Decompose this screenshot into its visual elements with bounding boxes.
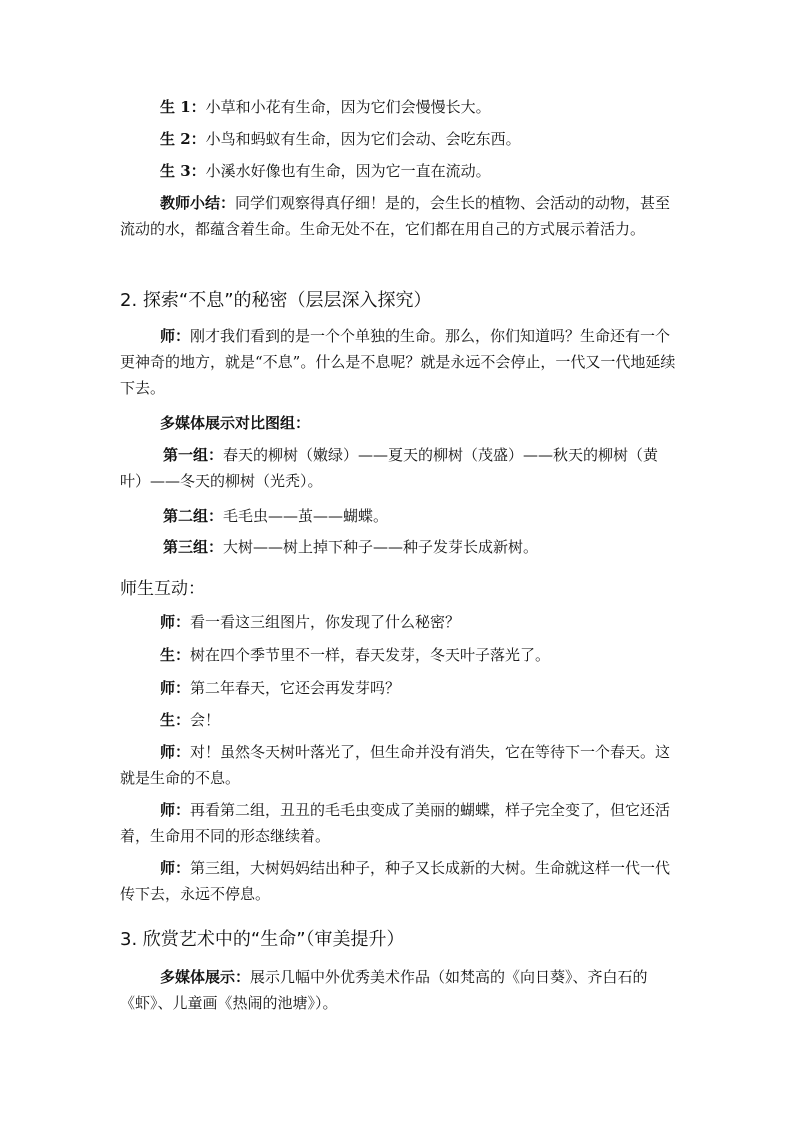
group-3 (120, 534, 680, 560)
line-text: 第三组，大树妈妈结出种子，种子又长成新的大树。生命就这样一代一代传下去，永远不停息。 (120, 859, 671, 903)
line-text: 再看第二组，丑丑的毛毛虫变成了美丽的蝴蝶，样子完全变了，但它还活着，生命用不同的形态继续着。 (120, 801, 671, 845)
media-label: 多媒体展示对比图组： (160, 414, 311, 432)
line-text: 对！虽然冬天树叶落光了，但生命并没有消失，它在等待下一个春天。这就是生命的不息。 (120, 743, 671, 787)
speaker-label: 生： (160, 711, 191, 729)
teacher-summary (120, 190, 680, 242)
dialogue-line (120, 797, 680, 849)
speaker-label: 师： (160, 859, 191, 877)
speaker-label: 师： (160, 801, 191, 819)
group-label: 第二组： (163, 507, 224, 525)
student-1-line (120, 94, 680, 120)
speaker-label: 生 2： (160, 130, 206, 148)
dialogue-line (120, 642, 680, 668)
speaker-label: 生： (160, 646, 191, 664)
student-3-line (120, 158, 680, 184)
line-text: 小溪水好像也有生命，因为它一直在流动。 (205, 162, 491, 180)
media-text: 展示几幅中外优秀美术作品（如梵高的《向日葵》、齐白石的《虾》、儿童画《热闹的池塘》）。 (120, 968, 648, 1012)
group-2 (120, 503, 680, 529)
speaker-label: 师： (160, 613, 191, 631)
summary-label: 教师小结： (160, 194, 236, 212)
interaction-heading: 师生互动： (120, 579, 205, 599)
dialogue-line (120, 609, 680, 635)
speaker-label: 师： (160, 679, 191, 697)
line-text: 看一看这三组图片，你发现了什么秘密？ (190, 613, 461, 631)
line-text: 刚才我们看到的是一个个单独的生命。那么，你们知道吗？生命还有一个更神奇的地方，就是“不息”。什么是不息呢？就是永远不会停止，一代又一代地延续下去。 (120, 327, 676, 397)
line-text: 小草和小花有生命，因为它们会慢慢长大。 (205, 98, 491, 116)
speaker-label: 生 1： (160, 98, 206, 116)
section-3-heading: 3. 欣赏艺术中的“生命”（审美提升） (120, 929, 405, 950)
dialogue-line (120, 707, 680, 733)
dialogue-line (120, 675, 680, 701)
section-2-heading: 2. 探索“不息”的秘密（层层深入探究） (120, 290, 432, 311)
speaker-label: 师： (160, 327, 191, 345)
student-2-line (120, 126, 680, 152)
teacher-intro (120, 323, 680, 401)
summary-text: 同学们观察得真仔细！是的，会生长的植物、会活动的动物，甚至流动的水，都蕴含着生命。生命无处不在，它们都在用自己的方式展示着活力。 (120, 194, 671, 238)
media-display (120, 964, 680, 1016)
line-text: 树在四个季节里不一样，春天发芽，冬天叶子落光了。 (190, 646, 551, 664)
dialogue-line (120, 855, 680, 907)
group-text: 大树——树上掉下种子——种子发芽长成新树。 (223, 538, 539, 556)
group-label: 第三组： (163, 538, 224, 556)
speaker-label: 师： (160, 743, 191, 761)
line-text: 会！ (190, 711, 221, 729)
group-1 (120, 442, 680, 494)
group-text: 春天的柳树（嫩绿）——夏天的柳树（茂盛）——秋天的柳树（黄叶）——冬天的柳树（光秃）。 (120, 446, 659, 490)
speaker-label: 生 3： (160, 162, 206, 180)
media-label: 多媒体展示： (160, 968, 251, 986)
line-text: 第二年春天，它还会再发芽吗？ (190, 679, 401, 697)
group-label: 第一组： (163, 446, 224, 464)
group-text: 毛毛虫——茧——蝴蝶。 (223, 507, 389, 525)
line-text: 小鸟和蚂蚁有生命，因为它们会动、会吃东西。 (205, 130, 521, 148)
dialogue-line (120, 739, 680, 791)
